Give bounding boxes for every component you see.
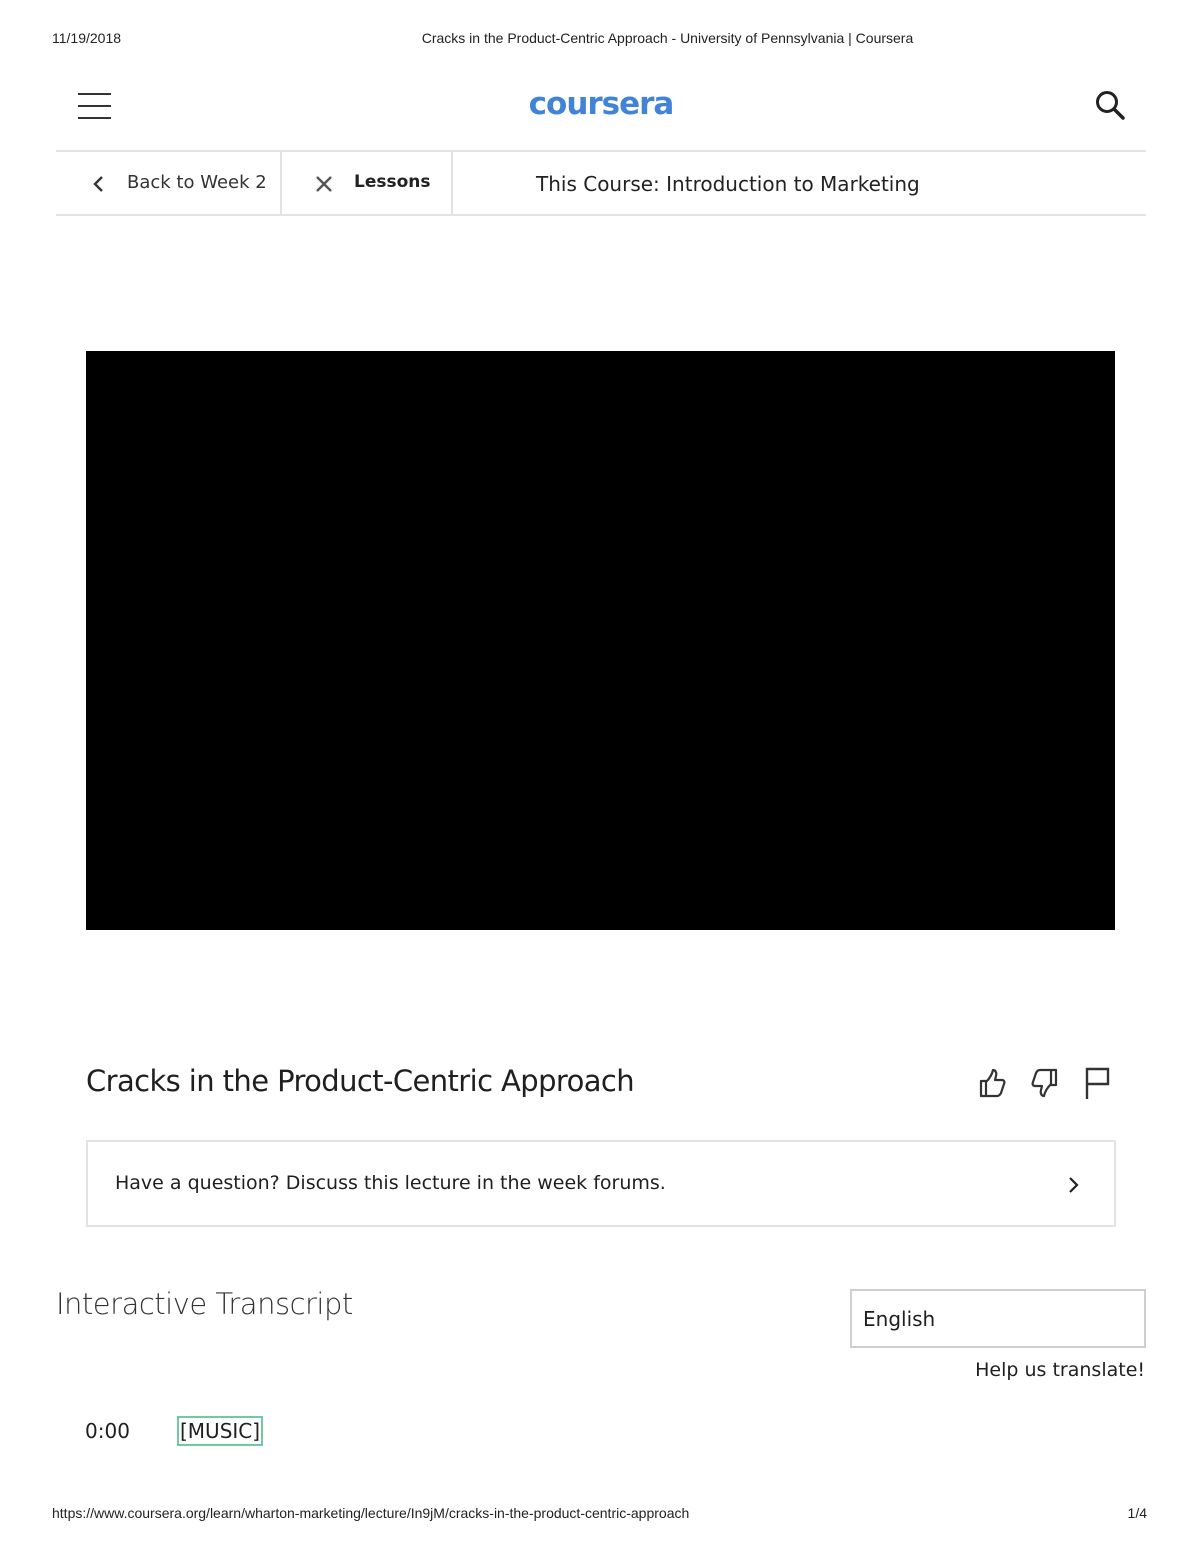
transcript-line[interactable]: [MUSIC] [177,1416,263,1446]
lecture-title: Cracks in the Product-Centric Approach [86,1064,635,1098]
course-title[interactable]: This Course: Introduction to Marketing [536,172,920,196]
lessons-label: Lessons [354,172,431,192]
flag-icon[interactable] [1080,1065,1114,1101]
lessons-toggle-button[interactable] [282,152,453,214]
thumbs-up-icon[interactable] [975,1065,1009,1101]
coursera-logo[interactable]: coursera [528,86,674,122]
lecture-navbar [56,150,1146,216]
search-icon[interactable] [1094,89,1128,123]
close-icon [314,174,334,194]
print-page-number: 1/4 [1127,1505,1147,1521]
help-translate-link[interactable]: Help us translate! [975,1359,1145,1381]
forum-prompt-text: Have a question? Discuss this lecture in the week forums. [115,1172,666,1194]
video-player[interactable] [86,351,1115,930]
menu-icon[interactable] [78,91,111,121]
print-page-title: Cracks in the Product-Centric Approach - University of Pennsylvania | Coursera [421,30,914,46]
back-to-week-label: Back to Week 2 [127,172,267,193]
selected-language: English [863,1307,936,1331]
chevron-left-icon [90,174,106,194]
chevron-right-icon [1068,1176,1080,1194]
transcript-language-select[interactable] [850,1289,1146,1348]
print-date: 11/19/2018 [52,30,122,46]
thumbs-down-icon[interactable] [1028,1065,1062,1101]
back-to-week-button[interactable] [56,152,282,214]
print-url: https://www.coursera.org/learn/wharton-marketing/lecture/In9jM/cracks-in-the-product-centric-approach [52,1505,690,1521]
transcript-heading: Interactive Transcript [56,1287,353,1321]
discuss-in-forums-link[interactable] [86,1140,1116,1227]
transcript-timestamp[interactable]: 0:00 [85,1419,130,1443]
